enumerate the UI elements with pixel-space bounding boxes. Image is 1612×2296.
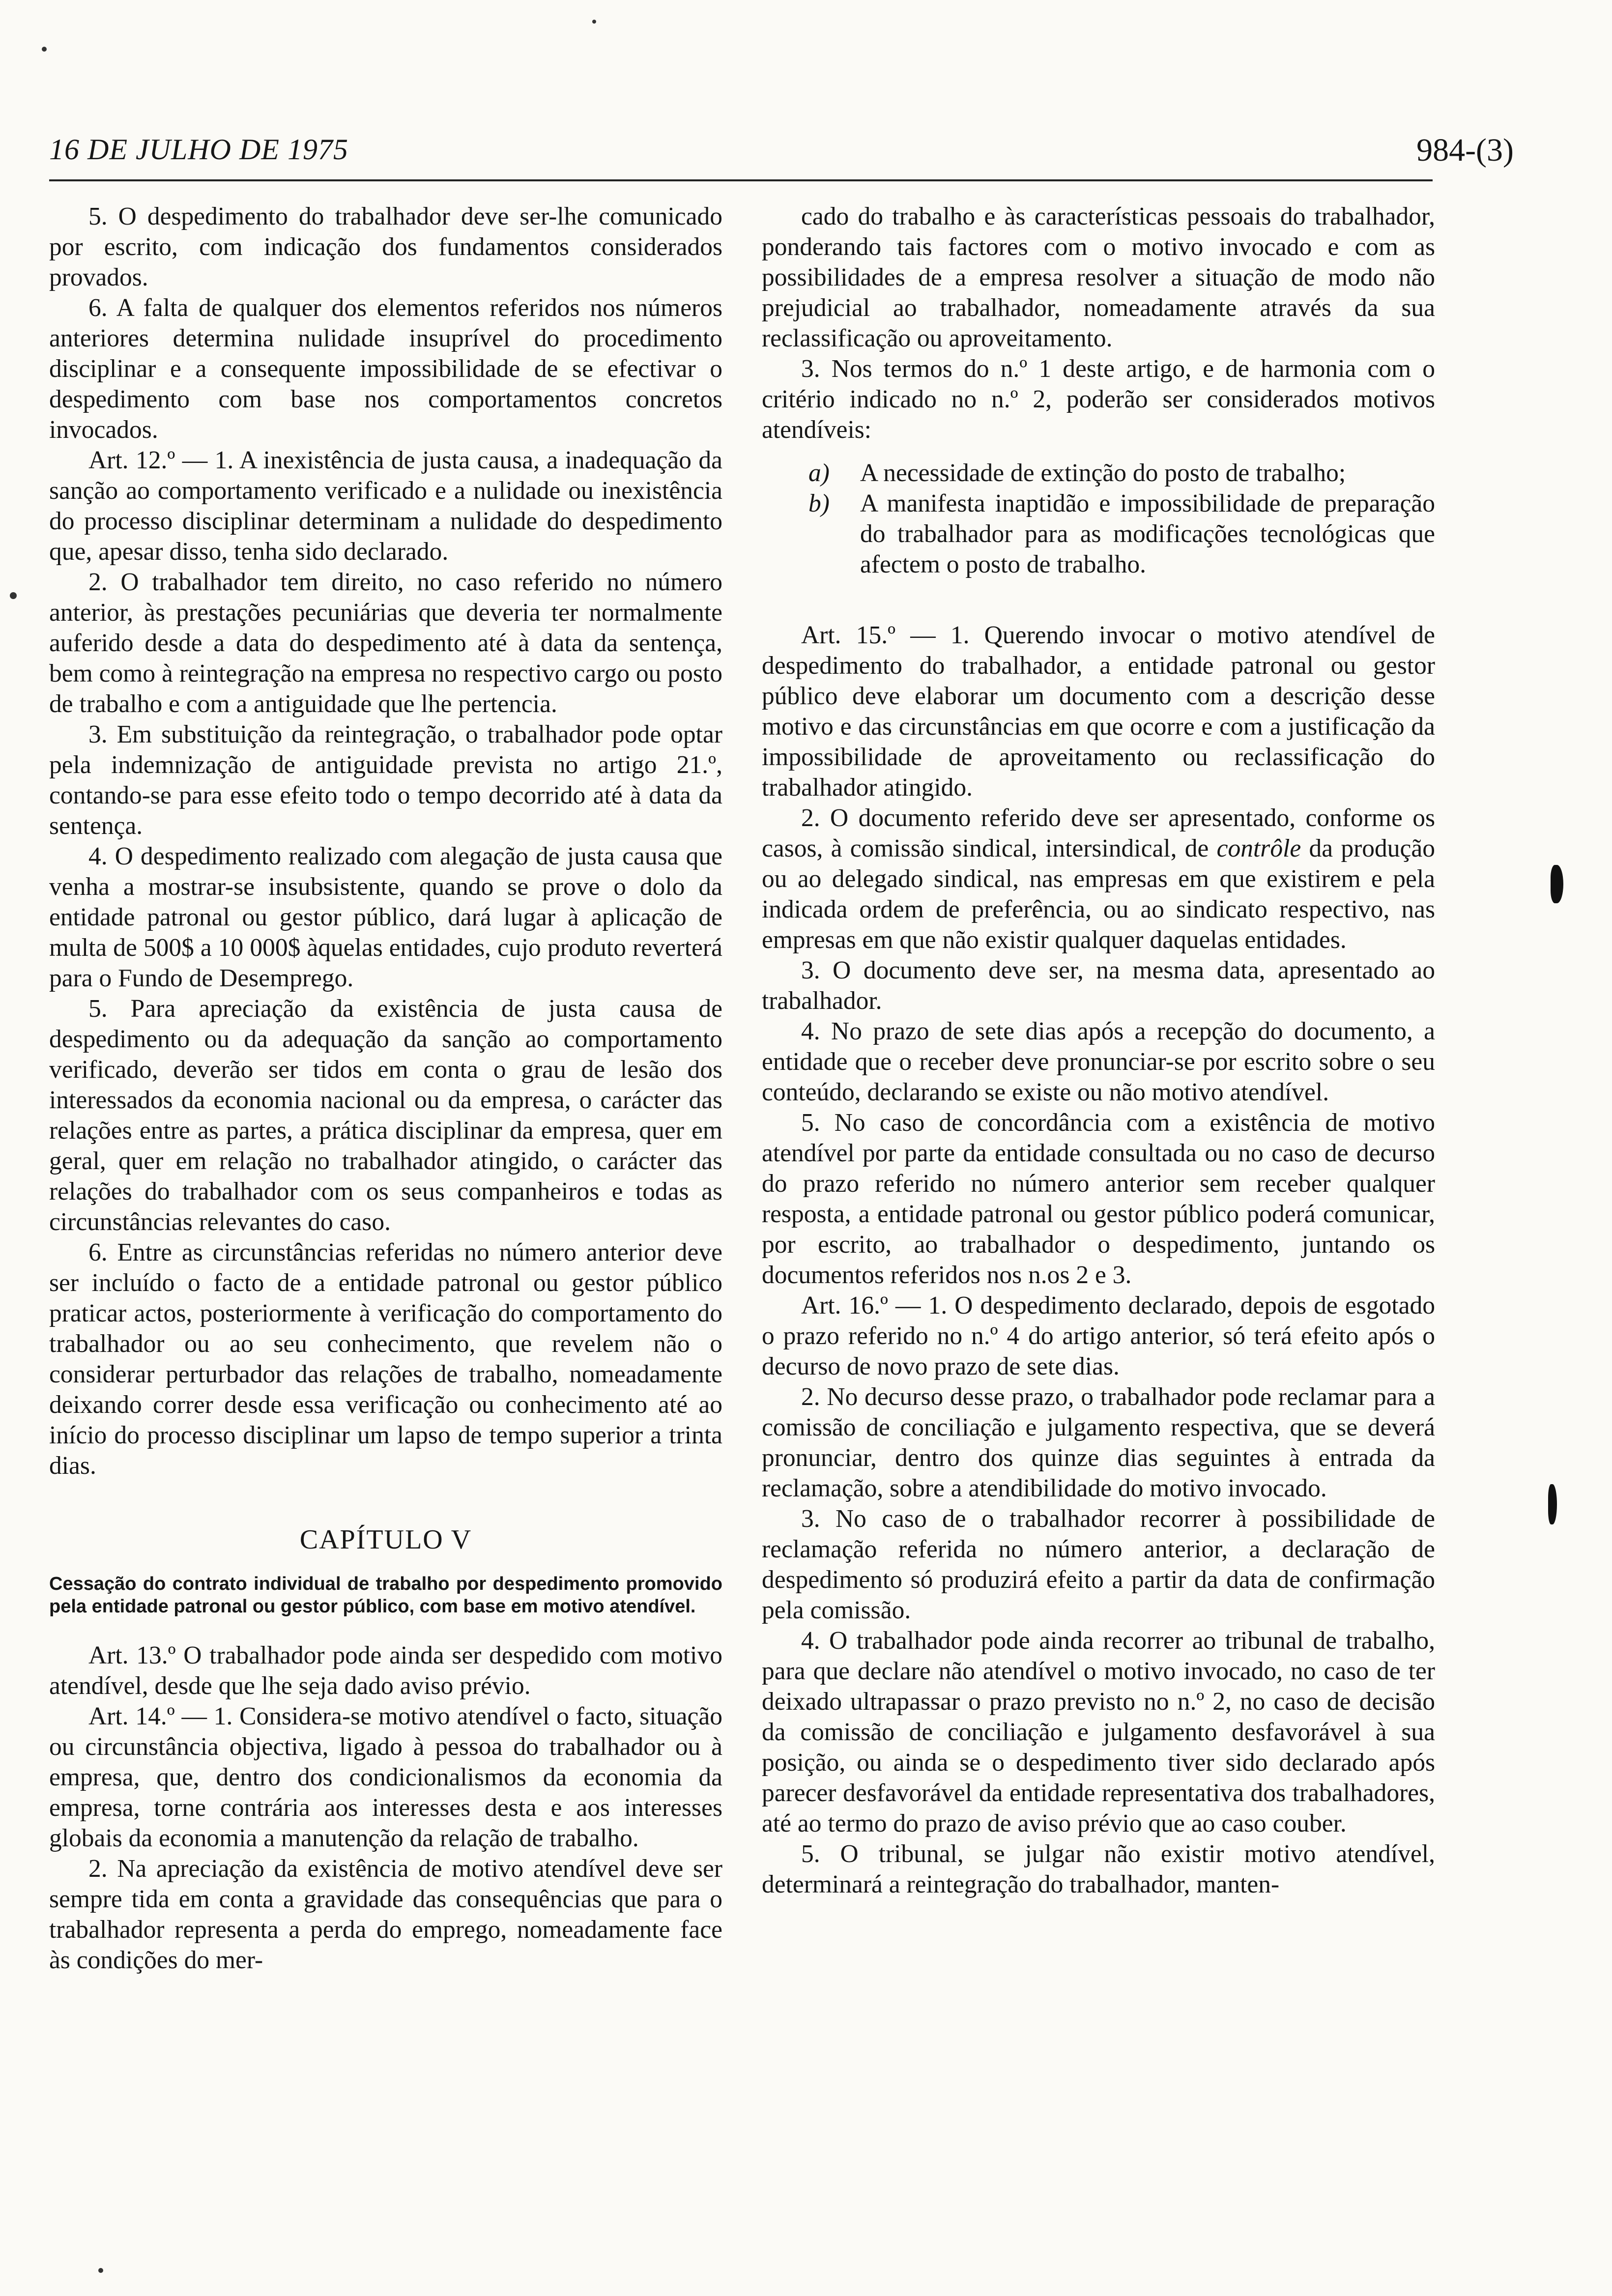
paragraph: cado do trabalho e às características pessoais do trabalhador, ponderando tais factores com o motivo invocado e com as possibilidades de a empresa resolver a situação de modo não prejudicial ao trabalhador, nomeadamente através da sua reclassificação ou aproveitamento. [762,202,1435,352]
header-rule [49,179,1433,181]
chapter-subtitle: Cessação do contrato individual de trabalho por despedimento promovido pela entidade patronal ou gestor público, com base em motivo atendível. [49,1574,722,1617]
paragraph: 2. Na apreciação da existência de motivo atendível deve ser sempre tida em conta a gravidade das consequências que para o trabalhador representa a perda do emprego, nomeadamente face às condições do mer- [49,1855,722,1974]
chapter-title: CAPÍTULO V [299,1524,472,1555]
text-run: 2. O documento referido deve ser apresentado, conforme os casos, à comissão sindical, intersindical, de [762,804,1435,862]
list-item [762,458,1435,488]
header-date: 16 DE JULHO DE 1975 [49,133,348,166]
paragraph [762,803,1435,955]
paragraph: 3. No caso de o trabalhador recorrer à possibilidade de reclamação referida no número anterior, a declaração de despedimento só produzirá efeito a partir da data de confirmação pela comissão. [762,1505,1435,1624]
paragraph: 6. A falta de qualquer dos elementos referidos nos números anteriores determina nulidade insuprível do procedimento disciplinar e a consequente impossibilidade de se efectivar o despedimento com base nos comportamentos concretos invocados. [49,294,722,444]
paragraph: 2. No decurso desse prazo, o trabalhador pode reclamar para a comissão de conciliação e julgamento respectiva, que se deverá pronunciar, dentro dos quinze dias seguintes à entrada da reclamação, sobre a atendibilidade do motivo invocado. [762,1383,1435,1502]
paragraph: Art. 14.º — 1. Considera-se motivo atendível o facto, situação ou circunstância objectiva, ligado à pessoa do trabalhador ou à empresa, que, dentro dos condicionalismos da economia da empresa, torne contrária aos interesses desta e aos interesses globais da economia a manutenção da relação de trabalho. [49,1702,722,1852]
paragraph: 3. Nos termos do n.º 1 deste artigo, e de harmonia com o critério indicado no n.º 2, poderão ser considerados motivos atendíveis: [762,355,1435,444]
paragraph: 3. Em substituição da reintegração, o trabalhador pode optar pela indemnização de antiguidade prevista no artigo 21.º, contando-se para esse efeito todo o tempo decorrido até à data da sentença. [49,720,722,840]
paragraph: 3. O documento deve ser, na mesma data, apresentado ao trabalhador. [762,956,1435,1015]
paragraph: Art. 13.º O trabalhador pode ainda ser despedido com motivo atendível, desde que lhe seja dado aviso prévio. [49,1641,722,1700]
scan-speck [98,2268,103,2273]
paragraph: Art. 15.º — 1. Querendo invocar o motivo atendível de despedimento do trabalhador, a entidade patronal ou gestor público deve elaborar um documento com a descrição desse motivo e das circunstâncias em que ocorre e com a justificação da impossibilidade de aproveitamento ou reclassificação do trabalhador atingido. [762,621,1435,802]
margin-mark [1551,865,1563,903]
scan-speck [42,47,47,52]
paragraph: 4. No prazo de sete dias após a recepção do documento, a entidade que o receber deve pronunciar-se por escrito sobre o seu conteúdo, declarando se existe ou não motivo atendível. [762,1017,1435,1106]
text-run: da produção ou ao delegado sindical, nas empresas em que existirem e pela indicada ordem de preferência, ou ao sindicato respectivo, nas empresas em que não existir qualquer daquelas entidades. [762,834,1435,954]
paragraph: 5. O despedimento do trabalhador deve ser-lhe comunicado por escrito, com indicação dos fundamentos considerados provados. [49,202,722,291]
list-item-text: A manifesta inaptidão e impossibilidade de preparação do trabalhador para as modificações tecnológicas que afectem o posto de trabalho. [860,489,1435,578]
scan-speck [10,592,17,599]
paragraph: 5. O tribunal, se julgar não existir motivo atendível, determinará a reintegração do trabalhador, manten- [762,1840,1435,1898]
list-item-text: A necessidade de extinção do posto de trabalho; [860,459,1346,487]
page-number: 984-(3) [1416,132,1514,168]
paragraph: 4. O despedimento realizado com alegação de justa causa que venha a mostrar-se insubsistente, quando se prove o dolo da entidade patronal ou gestor público, dará lugar à aplicação de multa de 500$ a 10 000$ àquelas entidades, cujo produto reverterá para o Fundo de Desemprego. [49,842,722,992]
italic-term: contrôle [1216,834,1301,862]
list-item-label: a) [808,459,830,487]
paragraph: Art. 16.º — 1. O despedimento declarado, depois de esgotado o prazo referido no n.º 4 do artigo anterior, só terá efeito após o decurso de novo prazo de sete dias. [762,1292,1435,1380]
list-item-label: b) [808,489,830,517]
paragraph: Art. 12.º — 1. A inexistência de justa causa, a inadequação da sanção ao comportamento verificado e a nulidade ou inexistência do processo disciplinar determinam a nulidade do despedimento que, apesar disso, tenha sido declarado. [49,446,722,566]
list-item [762,488,1435,580]
paragraph: 5. No caso de concordância com a existência de motivo atendível por parte da entidade consultada ou no caso de decurso do prazo referido no número anterior sem receber qualquer resposta, a entidade patronal ou gestor público poderá comunicar, por escrito, ao trabalhador o despedimento, juntando os documentos referidos nos n.os 2 e 3. [762,1109,1435,1289]
margin-mark [1548,1484,1557,1524]
spacer [762,580,1435,620]
right-column [762,201,1435,1900]
paragraph: 2. O trabalhador tem direito, no caso referido no número anterior, às prestações pecuniárias que deveria ter normalmente auferido desde a data do despedimento até à data da sentença, bem como à reintegração na empresa no respectivo cargo ou posto de trabalho e com a antiguidade que lhe pertencia. [49,568,722,718]
scan-speck [592,20,596,24]
left-column [49,201,722,1976]
paragraph: 4. O trabalhador pode ainda recorrer ao tribunal de trabalho, para que declare não atendível o motivo invocado, no caso de ter deixado ultrapassar o prazo previsto no n.º 2, no caso de decisão da comissão de conciliação e julgamento desfavorável à sua posição, ou ainda se o despedimento tiver sido declarado após parecer desfavorável da entidade representativa dos trabalhadores, até ao termo do prazo de aviso prévio que ao caso couber. [762,1627,1435,1837]
paragraph: 5. Para apreciação da existência de justa causa de despedimento ou da adequação da sanção ao comportamento verificado, deverão ser tidos em conta o grau de lesão dos interessados da economia nacional ou da empresa, o carácter das relações entre as partes, a prática disciplinar da empresa, quer em geral, quer em relação no trabalhador atingido, o carácter das relações do trabalhador com os seus companheiros e todas as circunstâncias relevantes do caso. [49,995,722,1236]
paragraph: 6. Entre as circunstâncias referidas no número anterior deve ser incluído o facto de a entidade patronal ou gestor público praticar actos, posteriormente à verificação do comportamento do trabalhador ou ao seu conhecimento, que revelem não o considerar perturbador das relações de trabalho, nomeadamente deixando correr desde essa verificação ou conhecimento até ao início do processo disciplinar um lapso de tempo superior a trinta dias. [49,1238,722,1480]
